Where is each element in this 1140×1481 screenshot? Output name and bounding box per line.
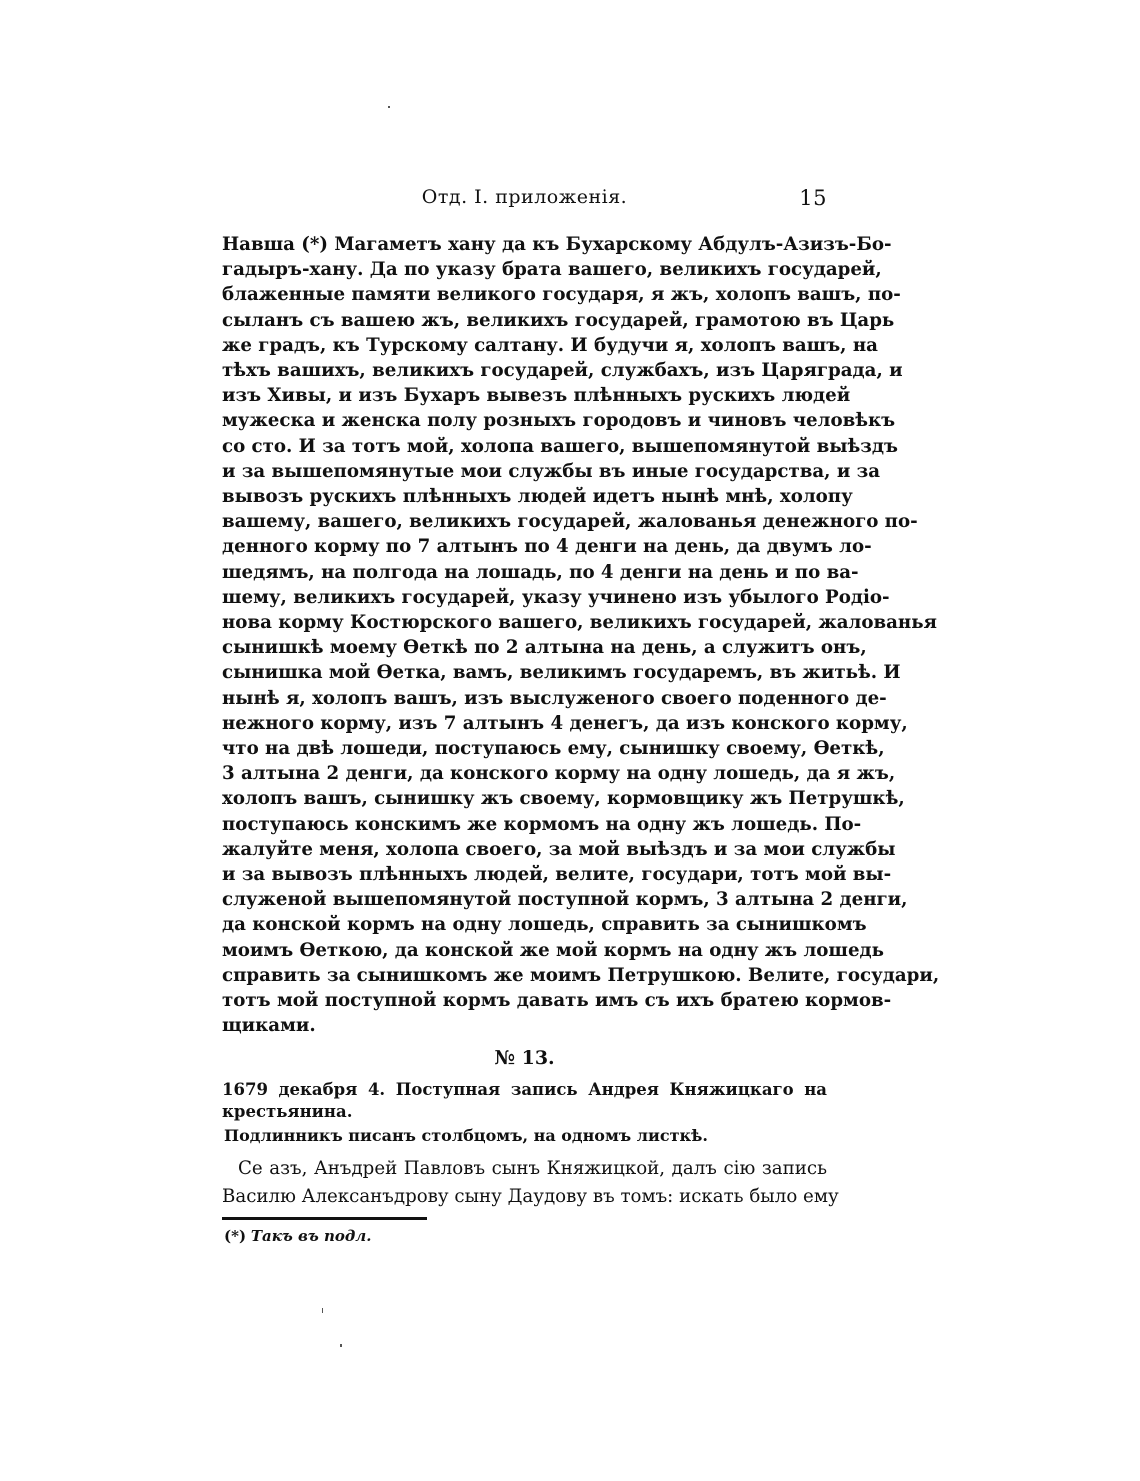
text-line: гадыръ-хану. Да по указу брата вашего, великихъ государей, — [222, 259, 882, 281]
text-line: нежного корму, изъ 7 алтынъ 4 денегъ, да изъ конского корму, — [222, 712, 908, 734]
main-text — [222, 232, 940, 1039]
text-line: и за вышепомянутые мои службы въ иные государства, и за — [222, 460, 881, 482]
text-line: шему, великихъ государей, указу учинено изъ убылого Родіо- — [222, 586, 890, 608]
text-line: денного корму по 7 алтынъ по 4 денги на день, да двумъ ло- — [222, 536, 872, 558]
text-line: со сто. И за тотъ мой, холопа вашего, вышепомянутой выѣздъ — [222, 435, 898, 457]
text-line: справить за сынишкомъ же моимъ Петрушкою. Велите, государи, — [222, 964, 940, 986]
text-line: холопъ вашъ, сынишку жъ своему, кормовщику жъ Петрушкѣ, — [222, 788, 905, 810]
document-source-note: Подлинникъ писанъ столбцомъ, на одномъ листкѣ. — [224, 1125, 708, 1145]
footnote-mark: (*) — [224, 1226, 247, 1245]
text-line: сынишка мой Ѳетка, вамъ, великимъ государемъ, въ житьѣ. И — [222, 662, 901, 684]
text-line: шедямъ, на полгода на лошадь, по 4 денги на день и по ва- — [222, 561, 859, 583]
document-number: № 13. — [494, 1046, 555, 1069]
document-description — [222, 1079, 827, 1123]
text-line: и за вывозъ плѣнныхъ людей, велите, государи, тотъ мой вы- — [222, 864, 892, 886]
text-line: 3 алтына 2 денги, да конского корму на одну лошедь, да я жъ, — [222, 763, 896, 785]
text-line: нынѣ я, холопъ вашъ, изъ выслуженого своего поденного де- — [222, 687, 887, 709]
scan-speck — [322, 1308, 323, 1313]
text-line: служеной вышепомянутой поступной кормъ, 3 алтына 2 денги, — [222, 889, 908, 911]
scan-speck — [340, 1344, 342, 1347]
book-page — [222, 186, 940, 1245]
text-line: поступаюсь конскимъ же кормомъ на одну жъ лошедь. По- — [222, 813, 862, 835]
footnote-text: Такъ въ подл. — [250, 1226, 372, 1245]
text-line: изъ Хивы, и изъ Бухаръ вывезъ плѣнныхъ рускихъ людей — [222, 385, 851, 407]
text-line: нова корму Костюрского вашего, великихъ государей, жалованья — [222, 612, 937, 634]
text-line: Василю Алексанъдрову сыну Даудову въ томъ: искать было ему — [222, 1185, 839, 1207]
footnote — [222, 1227, 827, 1245]
page-number: 15 — [799, 186, 827, 210]
section-title: Отд. I. приложенія. — [421, 186, 628, 208]
text-line: да конской кормъ на одну лошедь, справить за сынишкомъ — [222, 914, 867, 936]
text-line: же градъ, къ Турскому салтану. И будучи я, холопъ вашъ, на — [222, 334, 878, 356]
text-line: тотъ мой поступной кормъ давать имъ съ ихъ братею кормов- — [222, 990, 892, 1012]
text-line: что на двѣ лошеди, поступаюсь ему, сынишку своему, Ѳеткѣ, — [222, 738, 885, 760]
scan-speck — [388, 106, 390, 108]
text-line: мужеска и женска полу розныхъ городовъ и чиновъ человѣкъ — [222, 410, 896, 432]
running-header — [222, 186, 827, 220]
description-line: 1679 декабря 4. Поступная запись Андрея Княжицкаго на — [222, 1079, 827, 1099]
text-line: сыланъ съ вашею жъ, великихъ государей, грамотою въ Царь — [222, 309, 895, 331]
text-line: вашему, вашего, великихъ государей, жалованья денежного по- — [222, 511, 918, 533]
document-text — [222, 1155, 839, 1211]
text-line: сынишкѣ моему Ѳеткѣ по 2 алтына на день, а служитъ онъ, — [222, 637, 867, 659]
text-line: блаженные памяти великого государя, я жъ, холопъ вашъ, по- — [222, 284, 901, 306]
text-line: щиками. — [222, 1015, 316, 1037]
text-line: Навша (*) Магаметъ хану да къ Бухарскому Абдулъ-Азизъ-Бо- — [222, 234, 892, 255]
description-line: крестьянина. — [222, 1101, 353, 1121]
text-line: моимъ Ѳеткою, да конской же мой кормъ на одну жъ лошедь — [222, 939, 884, 961]
footnote-divider — [222, 1217, 427, 1220]
text-line: вывозъ рускихъ плѣнныхъ людей идетъ нынѣ мнѣ, холопу — [222, 486, 853, 508]
text-line: Се азъ, Анъдрей Павловъ сынъ Княжицкой, далъ сію запись — [238, 1157, 827, 1179]
text-line: тѣхъ вашихъ, великихъ государей, службахъ, изъ Царяграда, и — [222, 360, 903, 382]
text-line: жалуйте меня, холопа своего, за мой выѣздъ и за мои службы — [222, 838, 896, 860]
